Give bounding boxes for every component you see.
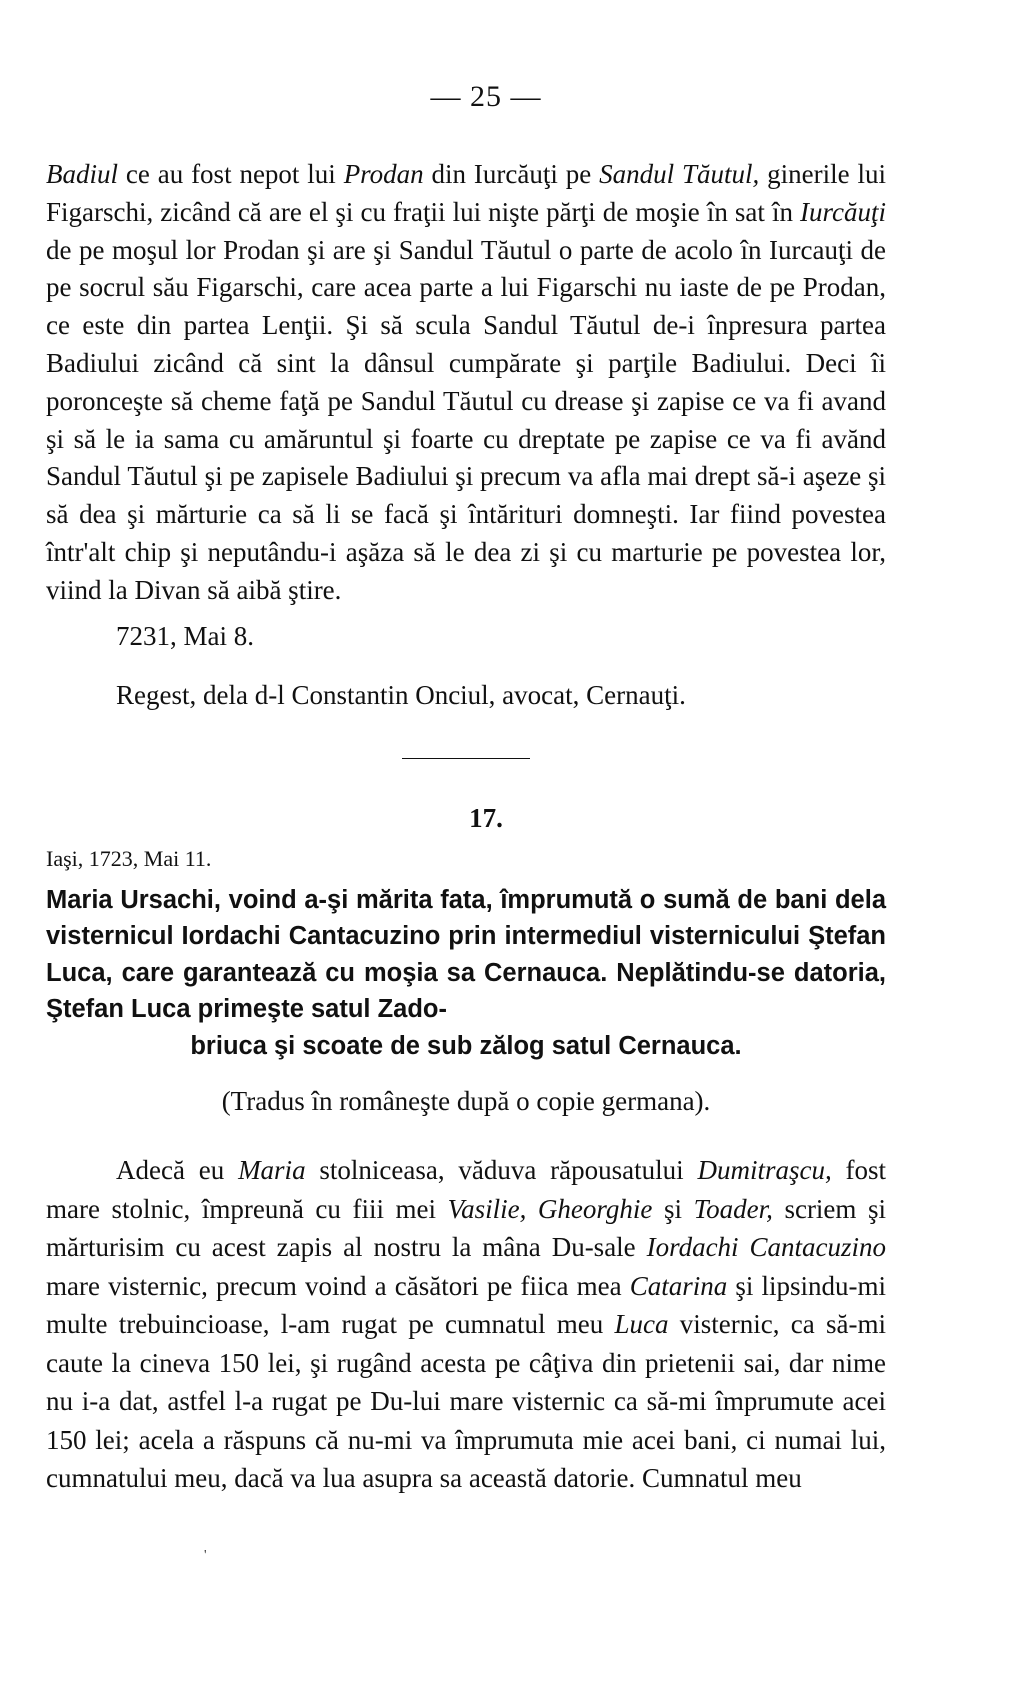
name-prodan: Prodan [343, 159, 424, 189]
name-catarina: Catarina [629, 1270, 728, 1301]
stray-ink-mark: ' [204, 1548, 207, 1563]
name-dumitrascu: Dumitraşcu, [697, 1155, 832, 1186]
text-segment: de pe moşul lor Prodan şi are şi Sandul Tăutul o parte de acolo în Iurcauţi de pe socrul său Figarschi, care acea parte a lui Figarschi nu iaste de pe Prodan, ce este din partea Lenţii. Şi să scula Sandul Tăutul de-i înpresura partea Badiului zicând că sint la dânsul cumpărate şi parţile Badiului. Deci îi poronceşte să cheme faţă pe Sandul Tăutul cu drease şi zapise ce va fi avand şi să le ia sama cu amăruntul şi foarte cu dreptate pe zapise ce va fi avănd Sandul Tăutul şi pe zapisele Badiului şi precum va afla mai drept să-i aşeze şi să dea şi mărturie ca să li se facă şi întărituri domneşti. Iar fiind povestea într'alt chip şi neputându-i aşăza să le dea zi şi cu marturie pe povestea lor, viind la Divan să aibă ştire. [46, 234, 886, 605]
translation-note: (Tradus în româneşte după o copie germana). [221, 1086, 711, 1117]
text-segment: fost mare stolnic, împreună cu fiii mei [46, 1155, 887, 1224]
document-place-date: Iaşi, 1723, Mai 11. [46, 845, 212, 871]
text-segment: scriem şi mărturisim cu acest zapis al nostru la mâna Du-sale [46, 1193, 887, 1263]
text-segment: ce au fost nepot lui [118, 159, 344, 189]
name-luca: Luca [614, 1309, 669, 1340]
text-segment: din Iurcăuţi pe [423, 159, 600, 189]
section-divider [402, 758, 530, 759]
paragraph-deed [46, 1151, 886, 1498]
place-iurcauti: Iurcăuţi [800, 196, 886, 227]
source-line: Regest, dela d-l Constantin Onciul, avocat, Cernauţi. [116, 679, 686, 710]
text-segment: şi lipsindu-mi multe trebuincioase, l-am rugat pe cumnatul meu [46, 1270, 886, 1340]
name-toader: Toader, [693, 1193, 773, 1224]
text-segment: şi [652, 1193, 694, 1224]
name-maria: Maria [238, 1155, 306, 1186]
text-segment: Adecă eu [116, 1155, 239, 1186]
document-summary-last-line: briuca şi scoate de sub zălog satul Cernauca. [190, 1031, 742, 1060]
name-vasilie-gheorghie: Vasilie, Gheorghie [447, 1193, 653, 1224]
text-segment: mare visternic, precum voind a căsători pe fiica mea [46, 1270, 630, 1301]
document-page [46, 80, 886, 1498]
text-segment: stolniceasa, văduva răpousatului [305, 1155, 698, 1186]
date-line: 7231, Mai 8. [116, 620, 254, 651]
text-segment: visternic, ca să-mi caute la cineva 150 lei, şi rugând acesta pe câţiva din prietenii sai, dar nime nu i-a dat, astfel l-a rugat pe Du-lui mare visternic ca să-mi împrumute acei 150 lei; acela a răspuns că nu-mi va împrumuta mie acei bani, ci numai lui, cumnatului meu, dacă va lua asupra sa această datorie. Cumnatul meu [46, 1309, 886, 1494]
page-number: — 25 — [430, 80, 542, 113]
name-badiul: Badiul [46, 159, 118, 189]
name-iordachi: Iordachi Cantacuzino [646, 1232, 886, 1263]
paragraph-regest [46, 156, 886, 610]
document-number: 17. [469, 802, 503, 833]
name-sandul: Sandul Tăutul, [599, 159, 760, 189]
text-segment: ginerile lui Figarschi, zicând că are el şi cu fraţii lui nişte părţi de moşie în sat în [46, 159, 886, 227]
document-summary: Maria Ursachi, voind a-şi mărita fata, împrumută o sumă de bani dela visternicul Iordachi Cantacuzino prin intermediul visternicului Ştefan Luca, care garantează cu moşia sa Cernauca. Neplătindu-se datoria, Ştefan Luca primeşte satul Zado- [46, 885, 886, 1024]
